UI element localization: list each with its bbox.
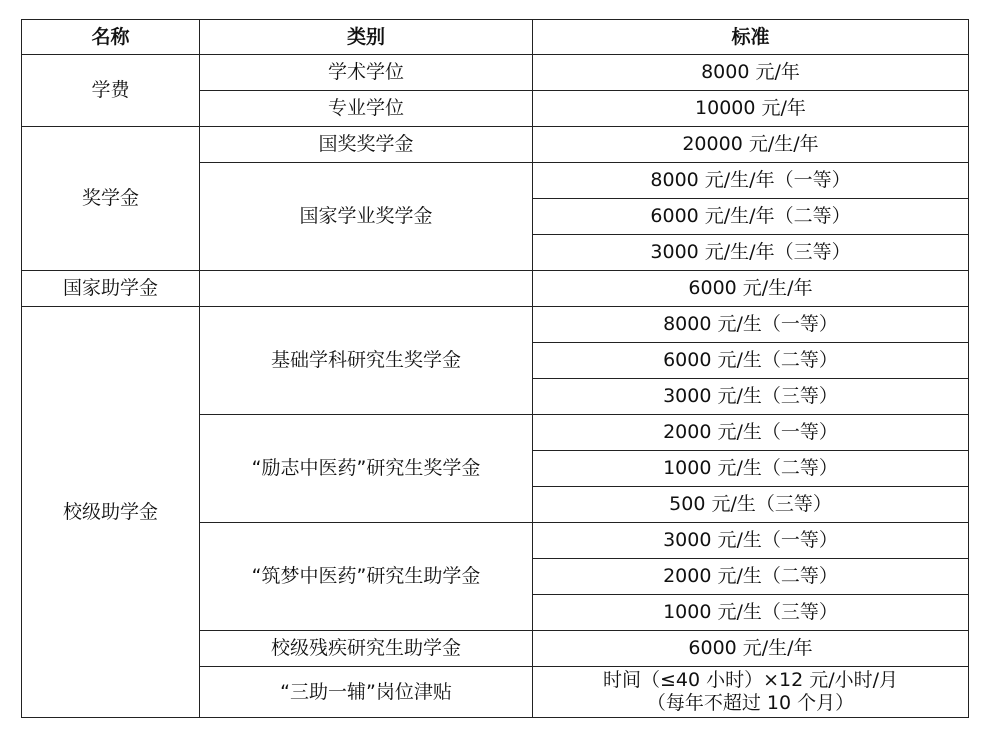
- school-grant-name: 校级助学金: [22, 307, 200, 718]
- table-row: [22, 127, 969, 163]
- national-academic-category: 国家学业奖学金: [200, 163, 533, 271]
- assistant-allowance-standard-line2: （每年不超过 10 个月）: [646, 692, 855, 714]
- header-category: 类别: [200, 20, 533, 55]
- national-grant-name: 国家助学金: [22, 271, 200, 307]
- table-row: [22, 307, 969, 343]
- basic-discipline-level-3: 3000 元/生（三等）: [533, 379, 969, 415]
- zhumeng-level-2: 2000 元/生（二等）: [533, 559, 969, 595]
- lizhi-category: “励志中医药”研究生奖学金: [200, 415, 533, 523]
- assistant-allowance-standard-line1: 时间（≤40 小时）×12 元/小时/月: [602, 669, 899, 692]
- national-academic-level-2: 6000 元/生/年（二等）: [533, 199, 969, 235]
- disabled-grant-category: 校级残疾研究生助学金: [200, 631, 533, 667]
- scholarship-name: 奖学金: [22, 127, 200, 271]
- tuition-category-academic: 学术学位: [200, 55, 533, 91]
- header-standard: 标准: [533, 20, 969, 55]
- national-grant-standard: 6000 元/生/年: [533, 271, 969, 307]
- zhumeng-level-3: 1000 元/生（三等）: [533, 595, 969, 631]
- lizhi-level-3: 500 元/生（三等）: [533, 487, 969, 523]
- tuition-standard-professional: 10000 元/年: [533, 91, 969, 127]
- tuition-category-professional: 专业学位: [200, 91, 533, 127]
- national-academic-level-1: 8000 元/生/年（一等）: [533, 163, 969, 199]
- disabled-grant-standard: 6000 元/生/年: [533, 631, 969, 667]
- basic-discipline-category: 基础学科研究生奖学金: [200, 307, 533, 415]
- lizhi-level-1: 2000 元/生（一等）: [533, 415, 969, 451]
- zhumeng-category: “筑梦中医药”研究生助学金: [200, 523, 533, 631]
- fee-standard-table: [21, 19, 969, 718]
- tuition-name: 学费: [22, 55, 200, 127]
- assistant-allowance-standard: [533, 667, 969, 718]
- lizhi-level-2: 1000 元/生（二等）: [533, 451, 969, 487]
- header-row: [22, 20, 969, 55]
- table-row: [22, 271, 969, 307]
- assistant-allowance-category: “三助一辅”岗位津贴: [200, 667, 533, 718]
- basic-discipline-level-1: 8000 元/生（一等）: [533, 307, 969, 343]
- national-grant-category: [200, 271, 533, 307]
- table-row: [22, 55, 969, 91]
- national-academic-level-3: 3000 元/生/年（三等）: [533, 235, 969, 271]
- header-name: 名称: [22, 20, 200, 55]
- tuition-standard-academic: 8000 元/年: [533, 55, 969, 91]
- basic-discipline-level-2: 6000 元/生（二等）: [533, 343, 969, 379]
- table-container: [21, 19, 969, 718]
- national-scholarship-standard: 20000 元/生/年: [533, 127, 969, 163]
- zhumeng-level-1: 3000 元/生（一等）: [533, 523, 969, 559]
- national-scholarship-category: 国奖奖学金: [200, 127, 533, 163]
